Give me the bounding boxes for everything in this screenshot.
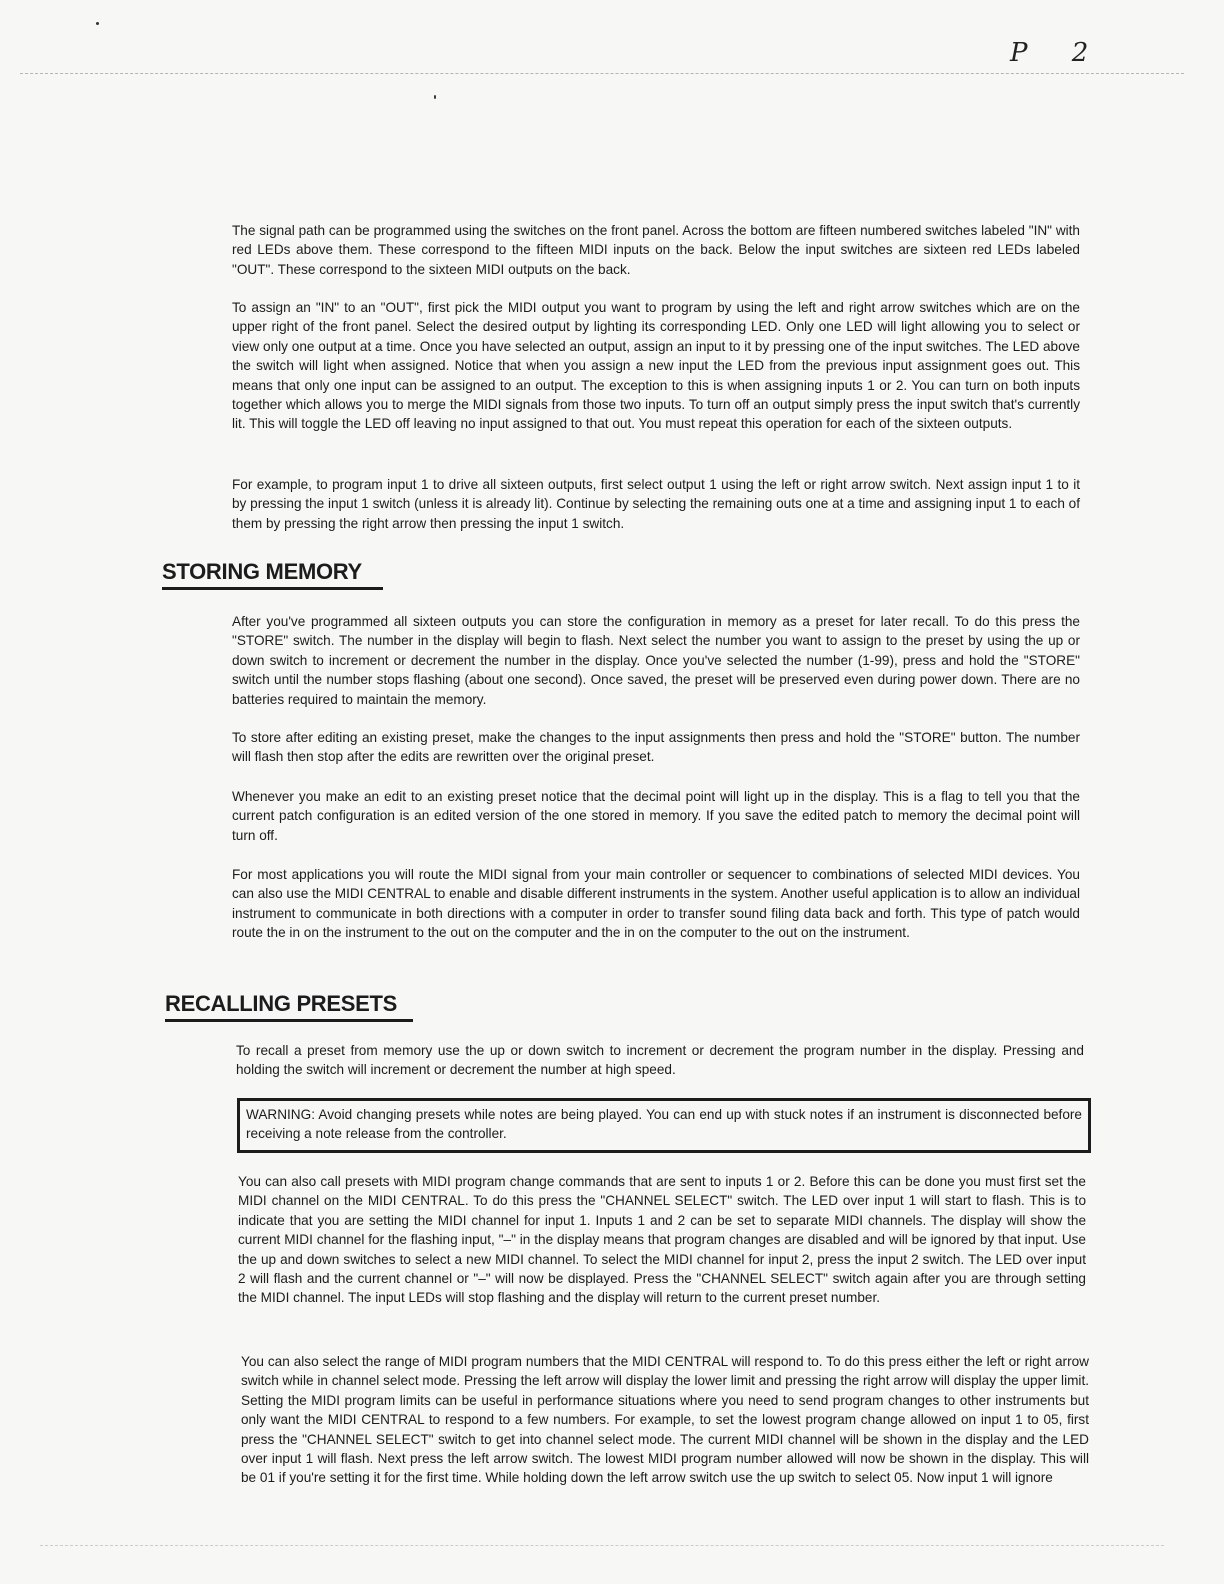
recalling-paragraph-1: To recall a preset from memory use the up or down switch to increment or decrement the program number in the display. Pressing and holding the switch will increment or decrement the number at high speed. (236, 1043, 1084, 1078)
intro-paragraph-3: For example, to program input 1 to drive all sixteen outputs, first select output 1 using the left or right arrow switch. Next assign input 1 to it by pressing the input 1 switch (unless it is already lit). Continue by selecting the remaining outs one at a time and assigning input 1 to each of them by pressing the right arrow then pressing the input 1 switch. (232, 477, 1080, 531)
recalling-paragraph-3: You can also select the range of MIDI program numbers that the MIDI CENTRAL will respond to. To do this press either the left or right arrow switch while in channel select mode. Pressing the left arrow will display the lower limit and pressing the right arrow will display the upper limit. Setting the MIDI program limits can be useful in performance situations where you need to send program changes to other instruments but only want the MIDI CENTRAL to respond to a few numbers. For example, to set the lowest program change allowed on input 1 to 05, first press the "CHANNEL SELECT" switch to get into channel select mode. The current MIDI channel will be shown in the display and the LED over input 1 will flash. Next press the left arrow switch. The lowest MIDI program number allowed will now be shown in the display. This will be 01 if you're setting it for the first time. While holding down the left arrow switch use the up switch to select 05. Now input 1 will ignore (241, 1354, 1089, 1486)
recalling-paragraph-2: You can also call presets with MIDI program change commands that are sent to inputs 1 or 2. Before this can be done you must first set the MIDI channel on the MIDI CENTRAL. To do this press the "CHANNEL SELECT" switch. The LED over input 1 will start to flash. This is to indicate that you are setting the MIDI channel for input 1. Inputs 1 and 2 can be set to separate MIDI channels. The display will show the current MIDI channel for the flashing input, "–" in the display means that program changes are disabled and will be ignored by that input. Use the up and down switches to select a new MIDI channel. To select the MIDI channel for input 2, press the input 2 switch. The LED over input 2 will flash and the current channel or "–" will now be displayed. Press the "CHANNEL SELECT" switch again after you are through setting the MIDI channel. The input LEDs will stop flashing and the display will return to the current preset number. (238, 1174, 1086, 1306)
page-number-mark: P 2 (1010, 38, 1107, 68)
storing-paragraph-3: Whenever you make an edit to an existing preset notice that the decimal point will light up in the display. This is a flag to tell you that the current patch configuration is an edited version of the one stored in memory. If you save the edited patch to memory the decimal point will turn off. (232, 789, 1080, 843)
intro-paragraph-2: To assign an "IN" to an "OUT", first pick the MIDI output you want to program by using the left and right arrow switches which are on the upper right of the front panel. Select the desired output by lighting its corresponding LED. Only one LED will light allowing you to select or view only one output at a time. Once you have selected an output, assign an input to it by pressing one of the input switches. The LED above the switch will light when assigned. Notice that when you assign a new input the LED from the previous input assignment goes out. This means that only one input can be assigned to an output. The exception to this is when assigning inputs 1 or 2. You can turn on both inputs together which allows you to merge the MIDI signals from those two inputs. To turn off an output simply press the input switch that's currently lit. This will toggle the LED off leaving no input assigned to that out. You must repeat this operation for each of the sixteen outputs. (232, 300, 1080, 432)
warning-text: WARNING: Avoid changing presets while notes are being played. You can end up with stuck notes if an instrument is disconnected before receiving a note release from the controller. (246, 1107, 1082, 1142)
storing-memory-heading: STORING MEMORY (162, 559, 383, 590)
intro-paragraph-1: The signal path can be programmed using the switches on the front panel. Across the bottom are fifteen numbered switches labeled "IN" with red LEDs above them. These correspond to the fifteen MIDI inputs on the back. Below the input switches are sixteen red LEDs labeled "OUT". These correspond to the sixteen MIDI outputs on the back. (232, 223, 1080, 277)
scan-speck (434, 95, 436, 99)
top-divider (20, 73, 1184, 74)
recalling-presets-heading: RECALLING PRESETS (165, 991, 413, 1022)
storing-paragraph-1: After you've programmed all sixteen outputs you can store the configuration in memory as a preset for later recall. To do this press the "STORE" switch. The number in the display will begin to flash. Next select the number you want to assign to the preset by using the up or down switch to increment or decrement the number in the display. Once you've selected the number (1-99), press and hold the "STORE" switch until the number stops flashing (about one second). Once saved, the preset will be preserved even during power down. There are no batteries required to maintain the memory. (232, 614, 1080, 707)
storing-paragraph-2: To store after editing an existing preset, make the changes to the input assignments then press and hold the "STORE" button. The number will flash then stop after the edits are rewritten over the original preset. (232, 730, 1080, 765)
bottom-divider (40, 1545, 1164, 1546)
warning-box (237, 1098, 1091, 1153)
scan-speck (96, 22, 99, 25)
storing-paragraph-4: For most applications you will route the MIDI signal from your main controller or sequencer to combinations of selected MIDI devices. You can also use the MIDI CENTRAL to enable and disable different instruments in the system. Another useful application is to allow an individual instrument to communicate in both directions with a computer in order to transfer sound filing data back and forth. This type of patch would route the in on the instrument to the out on the computer and the in on the computer to the out on the instrument. (232, 867, 1080, 941)
